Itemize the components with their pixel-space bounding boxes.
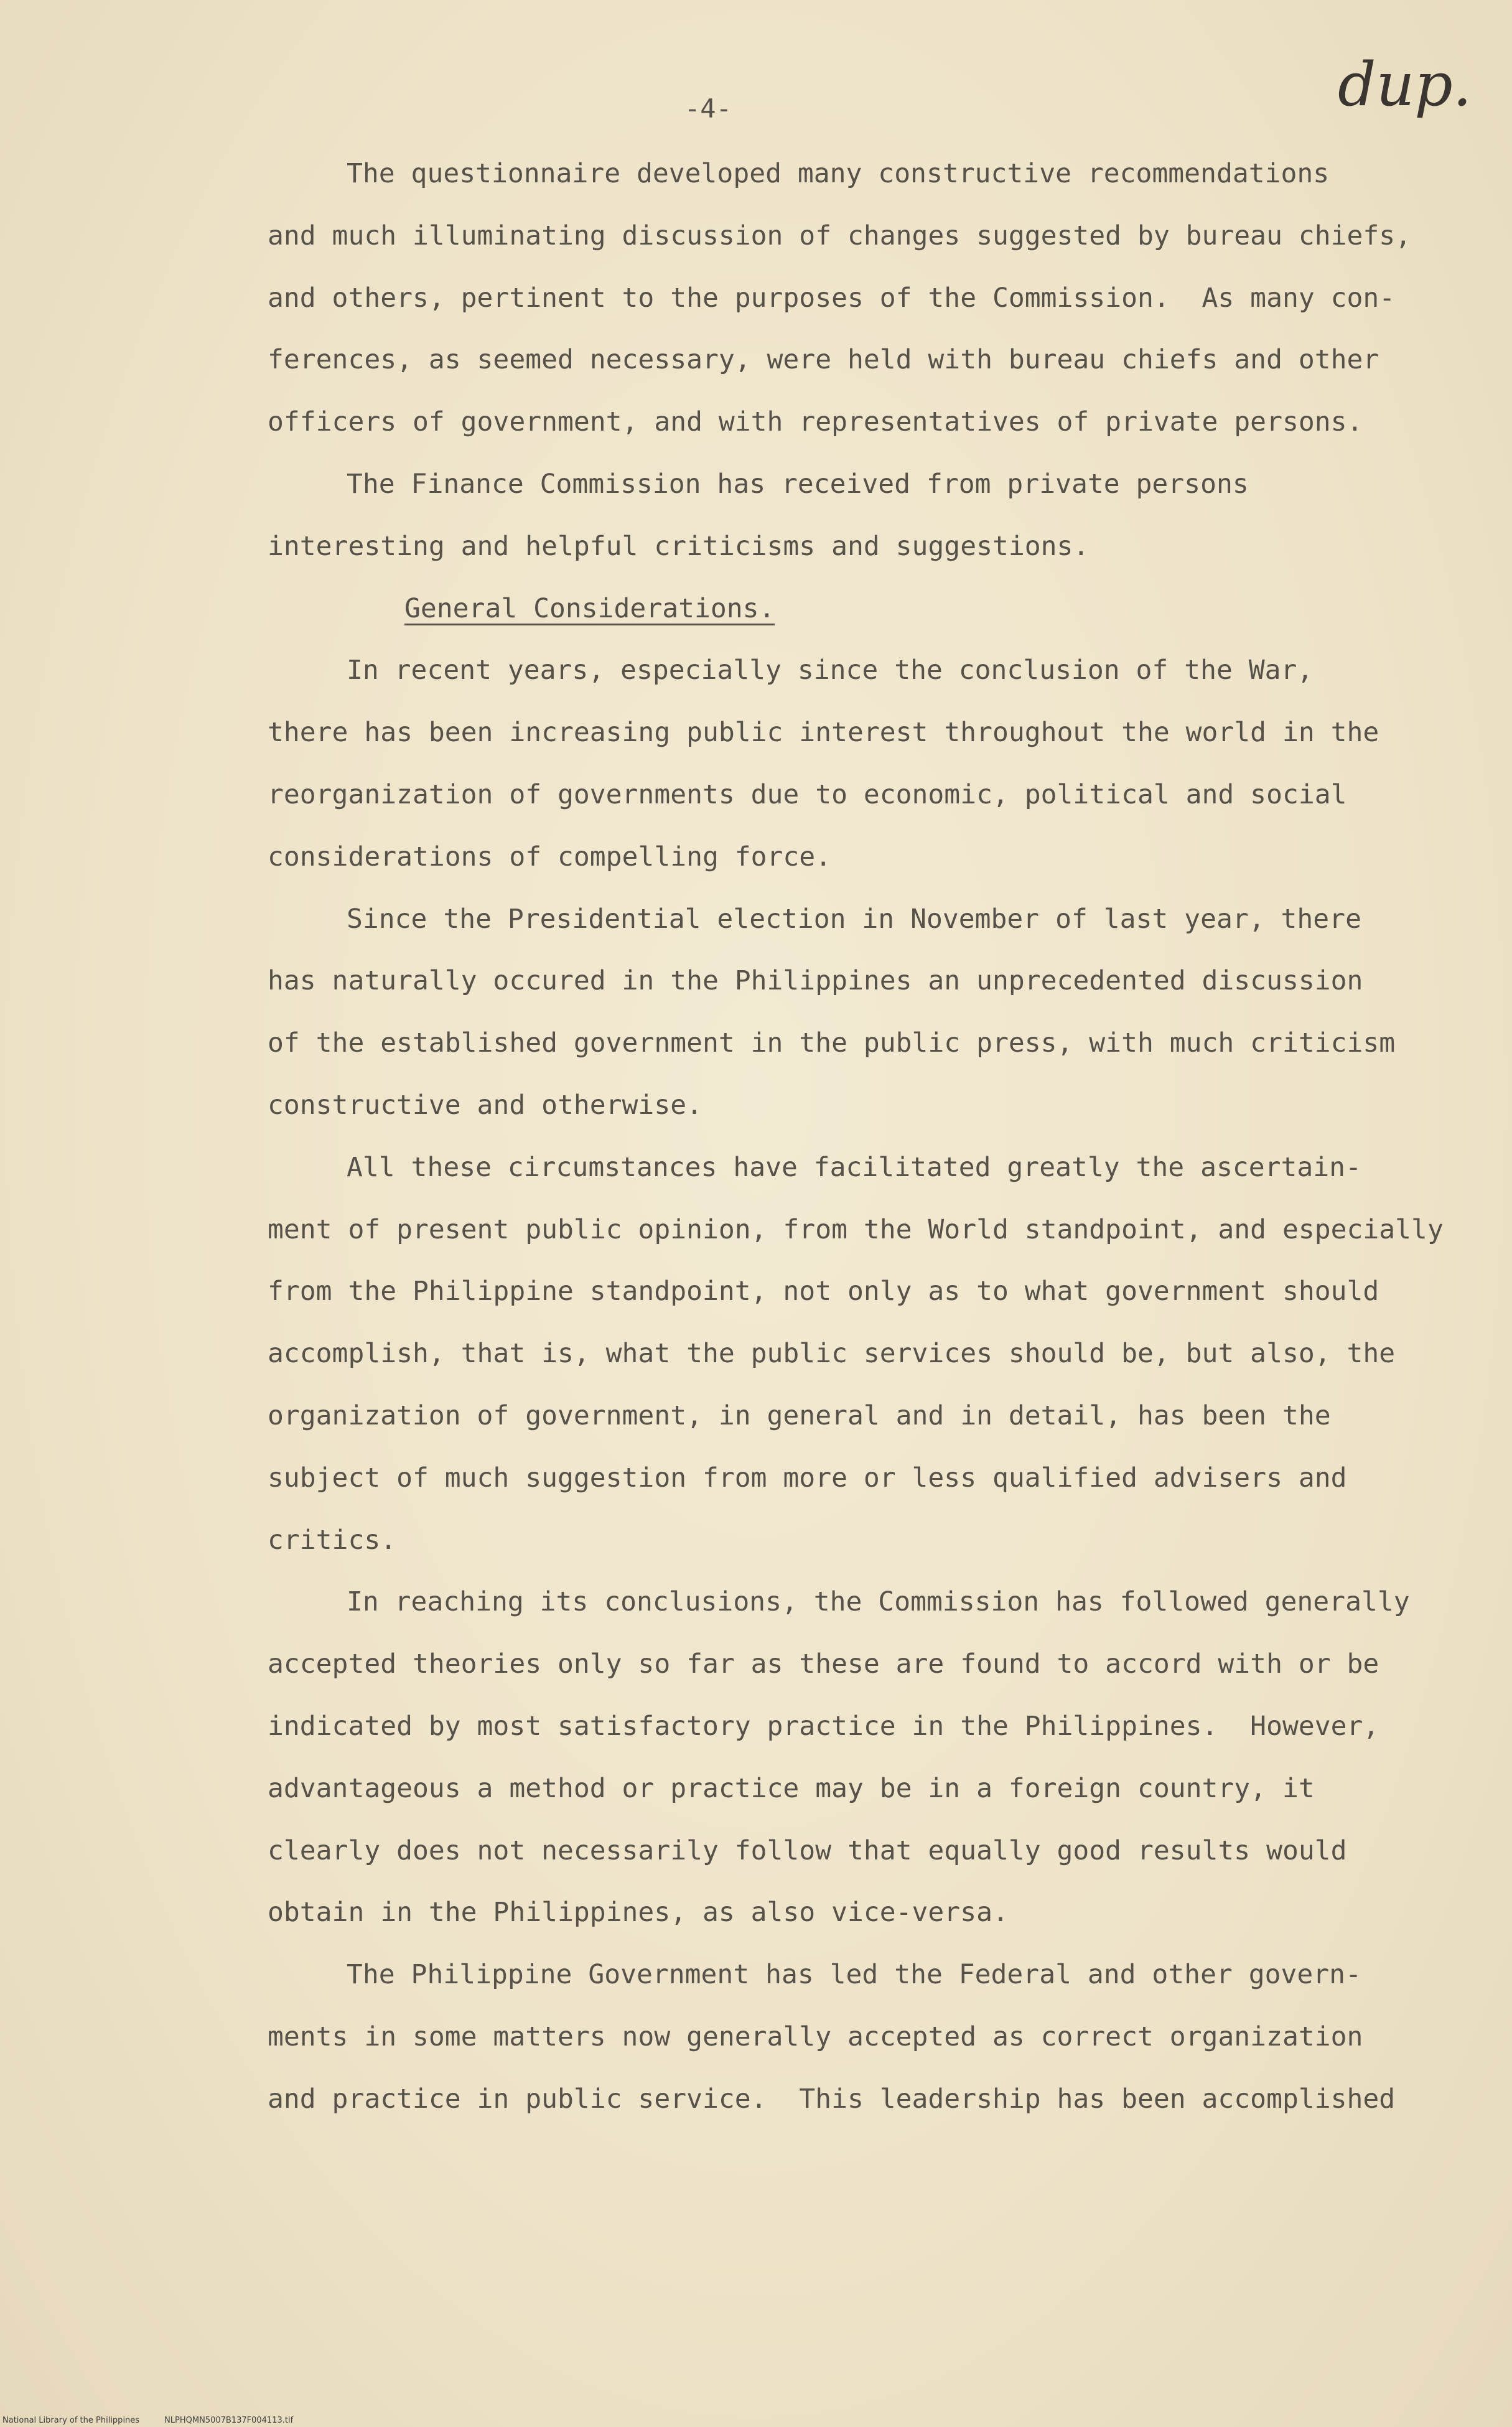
handwritten-annotation: dup. xyxy=(1338,50,1472,119)
text-line: advantageous a method or practice may be in a foreign country, it xyxy=(268,1772,1315,1804)
text-line: reorganization of governments due to economic, political and social xyxy=(268,779,1347,810)
text-line: The Philippine Government has led the Federal and other govern- xyxy=(347,1959,1361,1991)
text-line: considerations of compelling force. xyxy=(268,841,832,872)
document-body xyxy=(268,143,1444,2131)
text-line: In recent years, especially since the conclusion of the War, xyxy=(347,655,1314,686)
text-line: The questionnaire developed many constructive recommendations xyxy=(347,158,1330,189)
footer-library: National Library of the Philippines xyxy=(2,2416,140,2425)
text-line: The Finance Commission has received from private persons xyxy=(347,468,1249,500)
text-line: of the established government in the public press, with much criticism xyxy=(268,1027,1396,1059)
section-heading-text: General Considerations. xyxy=(404,592,775,624)
text-line: indicated by most satisfactory practice in the Philippines. However, xyxy=(268,1710,1379,1742)
text-line: constructive and otherwise. xyxy=(268,1089,702,1121)
text-line: and others, pertinent to the purposes of the Commission. As many con- xyxy=(268,282,1396,314)
text-line: obtain in the Philippines, as also vice-versa. xyxy=(268,1897,1009,1929)
section-heading xyxy=(268,578,1425,640)
text-line: Since the Presidential election in November of last year, there xyxy=(347,903,1361,935)
footer-filename: NLPHQMN5007B137F004113.tif xyxy=(164,2416,294,2425)
text-line: critics. xyxy=(268,1524,397,1556)
text-line: there has been increasing public interest throughout the world in the xyxy=(268,717,1379,749)
text-line: accepted theories only so far as these are found to accord with or be xyxy=(268,1648,1379,1680)
text-line: ments in some matters now generally accepted as correct organization xyxy=(268,2021,1363,2052)
text-line: interesting and helpful criticisms and suggestions. xyxy=(268,530,1090,562)
text-line: ferences, as seemed necessary, were held with bureau chiefs and other xyxy=(268,344,1379,376)
text-line: subject of much suggestion from more or less qualified advisers and xyxy=(268,1462,1347,1494)
text-line: and practice in public service. This leadership has been accomplished xyxy=(268,2083,1396,2115)
text-line: officers of government, and with representatives of private persons. xyxy=(268,406,1363,438)
text-line: accomplish, that is, what the public services should be, but also, the xyxy=(268,1338,1396,1370)
text-line: In reaching its conclusions, the Commission has followed generally xyxy=(347,1586,1410,1618)
text-line: clearly does not necessarily follow that equally good results would xyxy=(268,1835,1347,1866)
text-line: from the Philippine standpoint, not only as to what government should xyxy=(268,1276,1379,1307)
text-line: All these circumstances have facilitated greatly the ascertain- xyxy=(347,1151,1361,1183)
text-line: and much illuminating discussion of changes suggested by bureau chiefs, xyxy=(268,220,1412,251)
text-line: has naturally occured in the Philippines an unprecedented discussion xyxy=(268,965,1363,997)
text-line: organization of government, in general and in detail, has been the xyxy=(268,1400,1331,1431)
text-line: ment of present public opinion, from the World standpoint, and especially xyxy=(268,1214,1444,1245)
scan-footer xyxy=(2,2416,1508,2425)
page-number: -4- xyxy=(684,93,732,124)
